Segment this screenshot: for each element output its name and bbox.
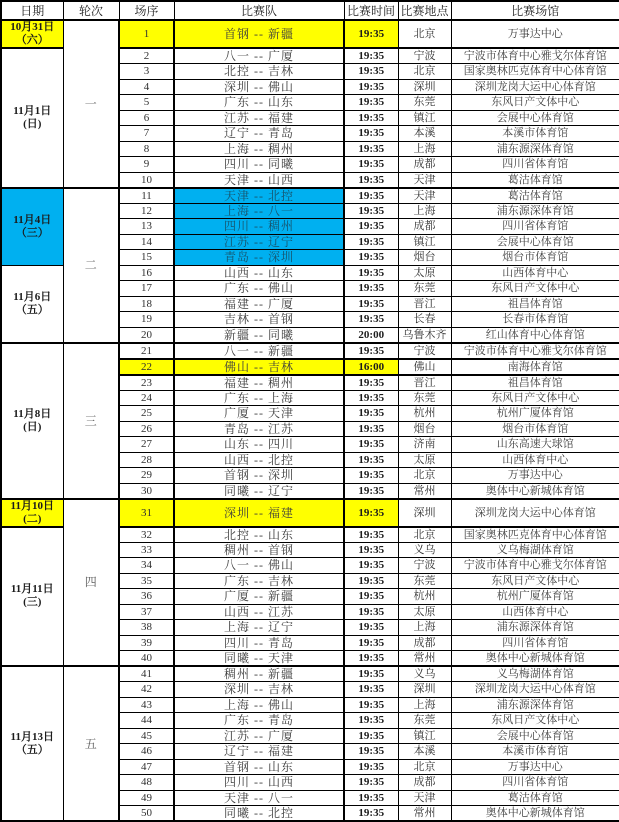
venue-cell: 义乌梅湖体育馆 xyxy=(451,666,619,682)
venue-cell: 深圳龙岗大运中心体育馆 xyxy=(451,79,619,95)
no-cell: 50 xyxy=(119,806,174,822)
date-text: 11月4日 xyxy=(13,213,52,226)
city-cell: 本溪 xyxy=(398,126,451,142)
venue-cell: 祖昌体育馆 xyxy=(451,375,619,391)
venue-cell: 烟台市体育馆 xyxy=(451,250,619,266)
venue-cell: 杭州广厦体育馆 xyxy=(451,589,619,605)
teams-cell: 广东 -- 青岛 xyxy=(174,713,344,729)
teams-cell: 上海 -- 稠州 xyxy=(174,141,344,157)
teams-cell: 天津 -- 山西 xyxy=(174,172,344,188)
weekday-text: （五） xyxy=(15,303,49,316)
time-cell: 19:35 xyxy=(344,343,398,359)
no-cell: 29 xyxy=(119,468,174,484)
time-cell: 19:35 xyxy=(344,437,398,453)
no-cell: 41 xyxy=(119,666,174,682)
city-cell: 成都 xyxy=(398,775,451,791)
venue-cell: 深圳龙岗大运中心体育馆 xyxy=(451,682,619,698)
teams-cell: 广厦 -- 新疆 xyxy=(174,589,344,605)
city-cell: 北京 xyxy=(398,527,451,543)
time-cell: 19:35 xyxy=(344,527,398,543)
venue-cell: 宁波市体育中心雅戈尔体育馆 xyxy=(451,48,619,64)
venue-cell: 烟台市体育馆 xyxy=(451,421,619,437)
city-cell: 东莞 xyxy=(398,713,451,729)
teams-cell: 同曦 -- 北控 xyxy=(174,806,344,822)
city-cell: 乌鲁木齐 xyxy=(398,327,451,343)
teams-cell: 新疆 -- 同曦 xyxy=(174,327,344,343)
venue-cell: 浦东源深体育馆 xyxy=(451,203,619,219)
teams-cell: 山西 -- 江苏 xyxy=(174,604,344,620)
no-cell: 35 xyxy=(119,573,174,589)
time-cell: 19:35 xyxy=(344,110,398,126)
city-cell: 深圳 xyxy=(398,499,451,527)
no-cell: 46 xyxy=(119,744,174,760)
teams-cell: 同曦 -- 天津 xyxy=(174,651,344,667)
time-cell: 19:35 xyxy=(344,250,398,266)
no-cell: 7 xyxy=(119,126,174,142)
no-cell: 10 xyxy=(119,172,174,188)
teams-cell: 上海 -- 八一 xyxy=(174,203,344,219)
time-cell: 19:35 xyxy=(344,604,398,620)
teams-cell: 辽宁 -- 青岛 xyxy=(174,126,344,142)
city-cell: 宁波 xyxy=(398,48,451,64)
round-cell: 四 xyxy=(63,499,119,667)
no-cell: 30 xyxy=(119,483,174,499)
venue-cell: 山东高速大球馆 xyxy=(451,437,619,453)
city-cell: 长春 xyxy=(398,312,451,328)
teams-cell: 首钢 -- 山东 xyxy=(174,759,344,775)
no-cell: 26 xyxy=(119,421,174,437)
city-cell: 义乌 xyxy=(398,666,451,682)
teams-cell: 青岛 -- 江苏 xyxy=(174,421,344,437)
no-cell: 23 xyxy=(119,375,174,391)
venue-cell: 四川省体育馆 xyxy=(451,635,619,651)
city-cell: 北京 xyxy=(398,64,451,80)
city-cell: 太原 xyxy=(398,604,451,620)
no-cell: 28 xyxy=(119,452,174,468)
no-cell: 14 xyxy=(119,234,174,250)
city-cell: 烟台 xyxy=(398,421,451,437)
venue-cell: 山西体育中心 xyxy=(451,452,619,468)
teams-cell: 天津 -- 北控 xyxy=(174,188,344,204)
date-cell xyxy=(1,48,63,188)
city-cell: 东莞 xyxy=(398,573,451,589)
date-text: 11月13日 xyxy=(10,730,54,743)
date-text: 11月11日 xyxy=(10,583,54,596)
venue-cell: 葛沽体育馆 xyxy=(451,188,619,204)
time-cell: 19:35 xyxy=(344,542,398,558)
city-cell: 上海 xyxy=(398,141,451,157)
teams-cell: 广东 -- 上海 xyxy=(174,390,344,406)
venue-cell: 山西体育中心 xyxy=(451,265,619,281)
teams-cell: 福建 -- 稠州 xyxy=(174,375,344,391)
teams-cell: 上海 -- 辽宁 xyxy=(174,620,344,636)
teams-cell: 稠州 -- 首钢 xyxy=(174,542,344,558)
venue-cell: 万事达中心 xyxy=(451,759,619,775)
date-text: 11月8日 xyxy=(13,407,52,420)
date-text: 11月6日 xyxy=(13,290,52,303)
no-cell: 36 xyxy=(119,589,174,605)
time-cell: 19:35 xyxy=(344,806,398,822)
venue-cell: 东风日产文体中心 xyxy=(451,281,619,297)
city-cell: 宁波 xyxy=(398,558,451,574)
col-header-no: 场序 xyxy=(119,1,174,20)
time-cell: 19:35 xyxy=(344,744,398,760)
city-cell: 天津 xyxy=(398,790,451,806)
time-cell: 19:35 xyxy=(344,141,398,157)
venue-cell: 南海体育馆 xyxy=(451,359,619,375)
city-cell: 晋江 xyxy=(398,375,451,391)
col-header-round: 轮次 xyxy=(63,1,119,20)
city-cell: 烟台 xyxy=(398,250,451,266)
header-row xyxy=(1,1,619,20)
col-header-venue: 比赛场馆 xyxy=(451,1,619,20)
teams-cell: 福建 -- 广厦 xyxy=(174,296,344,312)
teams-cell: 首钢 -- 深圳 xyxy=(174,468,344,484)
col-header-teams: 比赛队 xyxy=(174,1,344,20)
time-cell: 19:35 xyxy=(344,483,398,499)
no-cell: 44 xyxy=(119,713,174,729)
no-cell: 33 xyxy=(119,542,174,558)
time-cell: 20:00 xyxy=(344,327,398,343)
no-cell: 24 xyxy=(119,390,174,406)
teams-cell: 江苏 -- 福建 xyxy=(174,110,344,126)
time-cell: 19:35 xyxy=(344,281,398,297)
time-cell: 19:35 xyxy=(344,20,398,48)
time-cell: 19:35 xyxy=(344,172,398,188)
venue-cell: 义乌梅湖体育馆 xyxy=(451,542,619,558)
time-cell: 19:35 xyxy=(344,188,398,204)
venue-cell: 万事达中心 xyxy=(451,20,619,48)
no-cell: 17 xyxy=(119,281,174,297)
time-cell: 19:35 xyxy=(344,95,398,111)
no-cell: 5 xyxy=(119,95,174,111)
time-cell: 19:35 xyxy=(344,48,398,64)
no-cell: 11 xyxy=(119,188,174,204)
teams-cell: 广厦 -- 天津 xyxy=(174,406,344,422)
venue-cell: 国家奥林匹克体育中心体育馆 xyxy=(451,64,619,80)
city-cell: 义乌 xyxy=(398,542,451,558)
time-cell: 19:35 xyxy=(344,296,398,312)
venue-cell: 本溪市体育馆 xyxy=(451,744,619,760)
time-cell: 19:35 xyxy=(344,620,398,636)
teams-cell: 深圳 -- 吉林 xyxy=(174,682,344,698)
venue-cell: 杭州广厦体育馆 xyxy=(451,406,619,422)
time-cell: 19:35 xyxy=(344,421,398,437)
teams-cell: 广东 -- 山东 xyxy=(174,95,344,111)
venue-cell: 浦东源深体育馆 xyxy=(451,141,619,157)
city-cell: 成都 xyxy=(398,635,451,651)
time-cell: 19:35 xyxy=(344,499,398,527)
venue-cell: 奥体中心新城体育馆 xyxy=(451,483,619,499)
city-cell: 北京 xyxy=(398,759,451,775)
no-cell: 27 xyxy=(119,437,174,453)
teams-cell: 山东 -- 四川 xyxy=(174,437,344,453)
time-cell: 19:35 xyxy=(344,157,398,173)
no-cell: 22 xyxy=(119,359,174,375)
no-cell: 43 xyxy=(119,697,174,713)
weekday-text: （六） xyxy=(15,34,49,46)
weekday-text: (三) xyxy=(23,596,42,609)
time-cell: 16:00 xyxy=(344,359,398,375)
teams-cell: 山西 -- 山东 xyxy=(174,265,344,281)
no-cell: 12 xyxy=(119,203,174,219)
no-cell: 32 xyxy=(119,527,174,543)
time-cell: 19:35 xyxy=(344,759,398,775)
date-text: 10月31日 xyxy=(10,21,55,33)
time-cell: 19:35 xyxy=(344,666,398,682)
time-cell: 19:35 xyxy=(344,126,398,142)
no-cell: 6 xyxy=(119,110,174,126)
no-cell: 13 xyxy=(119,219,174,235)
no-cell: 49 xyxy=(119,790,174,806)
no-cell: 2 xyxy=(119,48,174,64)
round-cell: 二 xyxy=(63,188,119,343)
match-row xyxy=(1,343,619,359)
no-cell: 19 xyxy=(119,312,174,328)
time-cell: 19:35 xyxy=(344,234,398,250)
no-cell: 34 xyxy=(119,558,174,574)
weekday-text: （三） xyxy=(15,226,49,239)
teams-cell: 辽宁 -- 福建 xyxy=(174,744,344,760)
no-cell: 37 xyxy=(119,604,174,620)
no-cell: 39 xyxy=(119,635,174,651)
teams-cell: 天津 -- 八一 xyxy=(174,790,344,806)
venue-cell: 国家奥林匹克体育中心体育馆 xyxy=(451,527,619,543)
teams-cell: 佛山 -- 吉林 xyxy=(174,359,344,375)
venue-cell: 葛沽体育馆 xyxy=(451,790,619,806)
no-cell: 45 xyxy=(119,728,174,744)
city-cell: 上海 xyxy=(398,620,451,636)
city-cell: 杭州 xyxy=(398,406,451,422)
venue-cell: 万事达中心 xyxy=(451,468,619,484)
time-cell: 19:35 xyxy=(344,651,398,667)
teams-cell: 四川 -- 山西 xyxy=(174,775,344,791)
date-cell xyxy=(1,499,63,527)
venue-cell: 本溪市体育馆 xyxy=(451,126,619,142)
city-cell: 镇江 xyxy=(398,234,451,250)
no-cell: 9 xyxy=(119,157,174,173)
teams-cell: 深圳 -- 福建 xyxy=(174,499,344,527)
time-cell: 19:35 xyxy=(344,64,398,80)
time-cell: 19:35 xyxy=(344,390,398,406)
teams-cell: 青岛 -- 深圳 xyxy=(174,250,344,266)
teams-cell: 江苏 -- 广厦 xyxy=(174,728,344,744)
city-cell: 常州 xyxy=(398,483,451,499)
teams-cell: 吉林 -- 首钢 xyxy=(174,312,344,328)
venue-cell: 山西体育中心 xyxy=(451,604,619,620)
no-cell: 38 xyxy=(119,620,174,636)
teams-cell: 深圳 -- 佛山 xyxy=(174,79,344,95)
teams-cell: 四川 -- 同曦 xyxy=(174,157,344,173)
round-cell: 一 xyxy=(63,20,119,188)
time-cell: 19:35 xyxy=(344,203,398,219)
venue-cell: 会展中心体育馆 xyxy=(451,728,619,744)
city-cell: 天津 xyxy=(398,172,451,188)
teams-cell: 同曦 -- 辽宁 xyxy=(174,483,344,499)
weekday-text: (二) xyxy=(23,512,42,525)
venue-cell: 四川省体育馆 xyxy=(451,219,619,235)
no-cell: 21 xyxy=(119,343,174,359)
round-cell: 三 xyxy=(63,343,119,499)
venue-cell: 四川省体育馆 xyxy=(451,157,619,173)
no-cell: 31 xyxy=(119,499,174,527)
match-row xyxy=(1,499,619,527)
city-cell: 东莞 xyxy=(398,390,451,406)
venue-cell: 东风日产文体中心 xyxy=(451,95,619,111)
city-cell: 常州 xyxy=(398,651,451,667)
weekday-text: (日) xyxy=(23,117,42,130)
city-cell: 成都 xyxy=(398,157,451,173)
weekday-text: (日) xyxy=(23,420,42,433)
city-cell: 东莞 xyxy=(398,95,451,111)
city-cell: 成都 xyxy=(398,219,451,235)
date-cell xyxy=(1,527,63,667)
venue-cell: 祖昌体育馆 xyxy=(451,296,619,312)
city-cell: 镇江 xyxy=(398,110,451,126)
schedule-body xyxy=(1,20,619,821)
city-cell: 天津 xyxy=(398,188,451,204)
city-cell: 佛山 xyxy=(398,359,451,375)
city-cell: 宁波 xyxy=(398,343,451,359)
match-row xyxy=(1,666,619,682)
venue-cell: 葛沽体育馆 xyxy=(451,172,619,188)
time-cell: 19:35 xyxy=(344,375,398,391)
teams-cell: 八一 -- 广厦 xyxy=(174,48,344,64)
no-cell: 3 xyxy=(119,64,174,80)
venue-cell: 四川省体育馆 xyxy=(451,775,619,791)
city-cell: 上海 xyxy=(398,203,451,219)
time-cell: 19:35 xyxy=(344,452,398,468)
date-cell xyxy=(1,265,63,343)
no-cell: 48 xyxy=(119,775,174,791)
col-header-time: 比赛时间 xyxy=(344,1,398,20)
time-cell: 19:35 xyxy=(344,79,398,95)
time-cell: 19:35 xyxy=(344,775,398,791)
time-cell: 19:35 xyxy=(344,573,398,589)
no-cell: 40 xyxy=(119,651,174,667)
round-cell: 五 xyxy=(63,666,119,821)
teams-cell: 北控 -- 山东 xyxy=(174,527,344,543)
no-cell: 15 xyxy=(119,250,174,266)
no-cell: 20 xyxy=(119,327,174,343)
time-cell: 19:35 xyxy=(344,468,398,484)
venue-cell: 宁波市体育中心雅戈尔体育馆 xyxy=(451,558,619,574)
no-cell: 1 xyxy=(119,20,174,48)
time-cell: 19:35 xyxy=(344,713,398,729)
venue-cell: 东风日产文体中心 xyxy=(451,390,619,406)
date-cell xyxy=(1,343,63,499)
time-cell: 19:35 xyxy=(344,682,398,698)
no-cell: 25 xyxy=(119,406,174,422)
city-cell: 太原 xyxy=(398,265,451,281)
venue-cell: 浦东源深体育馆 xyxy=(451,620,619,636)
no-cell: 18 xyxy=(119,296,174,312)
time-cell: 19:35 xyxy=(344,265,398,281)
time-cell: 19:35 xyxy=(344,728,398,744)
teams-cell: 四川 -- 青岛 xyxy=(174,635,344,651)
date-text: 11月1日 xyxy=(13,104,52,117)
no-cell: 42 xyxy=(119,682,174,698)
teams-cell: 四川 -- 稠州 xyxy=(174,219,344,235)
venue-cell: 长春市体育馆 xyxy=(451,312,619,328)
venue-cell: 宁波市体育中心雅戈尔体育馆 xyxy=(451,343,619,359)
col-header-city: 比赛地点 xyxy=(398,1,451,20)
schedule-header xyxy=(1,1,619,20)
city-cell: 深圳 xyxy=(398,79,451,95)
teams-cell: 八一 -- 佛山 xyxy=(174,558,344,574)
venue-cell: 会展中心体育馆 xyxy=(451,234,619,250)
city-cell: 北京 xyxy=(398,20,451,48)
city-cell: 太原 xyxy=(398,452,451,468)
teams-cell: 八一 -- 新疆 xyxy=(174,343,344,359)
venue-cell: 浦东源深体育馆 xyxy=(451,697,619,713)
weekday-text: （五） xyxy=(15,743,49,756)
teams-cell: 稠州 -- 新疆 xyxy=(174,666,344,682)
date-cell xyxy=(1,666,63,821)
time-cell: 19:35 xyxy=(344,790,398,806)
teams-cell: 山西 -- 北控 xyxy=(174,452,344,468)
time-cell: 19:35 xyxy=(344,406,398,422)
match-row xyxy=(1,188,619,204)
match-row xyxy=(1,20,619,48)
time-cell: 19:35 xyxy=(344,697,398,713)
teams-cell: 首钢 -- 新疆 xyxy=(174,20,344,48)
venue-cell: 东风日产文体中心 xyxy=(451,573,619,589)
time-cell: 19:35 xyxy=(344,635,398,651)
city-cell: 深圳 xyxy=(398,682,451,698)
date-cell xyxy=(1,20,63,48)
venue-cell: 红山体育中心体育馆 xyxy=(451,327,619,343)
city-cell: 济南 xyxy=(398,437,451,453)
city-cell: 上海 xyxy=(398,697,451,713)
city-cell: 晋江 xyxy=(398,296,451,312)
teams-cell: 广东 -- 吉林 xyxy=(174,573,344,589)
teams-cell: 北控 -- 吉林 xyxy=(174,64,344,80)
teams-cell: 江苏 -- 辽宁 xyxy=(174,234,344,250)
venue-cell: 奥体中心新城体育馆 xyxy=(451,651,619,667)
time-cell: 19:35 xyxy=(344,219,398,235)
teams-cell: 广东 -- 佛山 xyxy=(174,281,344,297)
date-cell xyxy=(1,188,63,266)
city-cell: 常州 xyxy=(398,806,451,822)
venue-cell: 东风日产文体中心 xyxy=(451,713,619,729)
venue-cell: 深圳龙岗大运中心体育馆 xyxy=(451,499,619,527)
time-cell: 19:35 xyxy=(344,589,398,605)
venue-cell: 奥体中心新城体育馆 xyxy=(451,806,619,822)
no-cell: 47 xyxy=(119,759,174,775)
city-cell: 本溪 xyxy=(398,744,451,760)
no-cell: 8 xyxy=(119,141,174,157)
time-cell: 19:35 xyxy=(344,558,398,574)
city-cell: 东莞 xyxy=(398,281,451,297)
venue-cell: 会展中心体育馆 xyxy=(451,110,619,126)
no-cell: 16 xyxy=(119,265,174,281)
col-header-date: 日期 xyxy=(1,1,63,20)
time-cell: 19:35 xyxy=(344,312,398,328)
date-text: 11月10日 xyxy=(10,499,54,512)
no-cell: 4 xyxy=(119,79,174,95)
city-cell: 北京 xyxy=(398,468,451,484)
city-cell: 杭州 xyxy=(398,589,451,605)
teams-cell: 上海 -- 佛山 xyxy=(174,697,344,713)
city-cell: 镇江 xyxy=(398,728,451,744)
